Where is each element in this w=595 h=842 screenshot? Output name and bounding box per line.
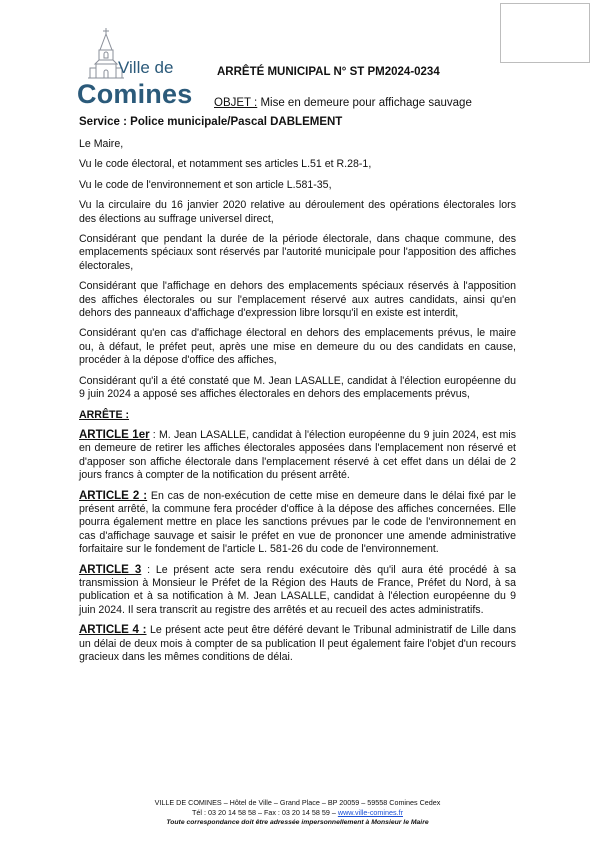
article-4-text: Le présent acte peut être déféré devant le Tribunal administratif de Lille dans un délai de deux mois à compter de sa publication Il peut également faire l'objet d'un recours gracieux dans les mêmes conditions de délai.	[79, 624, 516, 663]
le-maire: Le Maire,	[79, 138, 124, 150]
arrete-reference: ARRÊTÉ MUNICIPAL N° ST PM2024-0234	[217, 66, 440, 78]
footer-website-link[interactable]: www.ville-comines.fr	[337, 808, 403, 817]
footer-contact	[0, 808, 595, 818]
stamp-box	[500, 3, 590, 63]
service-line: Service : Police municipale/Pascal DABLEMENT	[79, 116, 343, 128]
article-3-label: ARTICLE 3	[79, 563, 142, 576]
considerant-4: Considérant qu'il a été constaté que M. Jean LASALLE, candidat à l'élection européenne du 9 juin 2024 a apposé ses affiches électorales en dehors des emplacements prévus,	[79, 374, 516, 401]
considerant-3: Considérant qu'en cas d'affichage électoral en dehors des emplacements prévus, le maire ou, à défaut, le préfet peut, après une mise en demeure du ou des candidats en cause, procéder à la dépose d'office des affiches,	[79, 327, 516, 367]
article-3-text: : Le présent acte sera rendu exécutoire dès qu'il aura été procédé à sa transmission à Monsieur le Préfet de la Région des Hauts de France, Préfet du Nord, à sa publication et à sa notification à M. Jean LASALLE, candidat à l'élection européenne du 9 juin 2024. Il sera transcrit au registre des arrêtés et au recueil des actes administratifs.	[79, 563, 516, 616]
footer-phone-fax: Tél : 03 20 14 58 58 – Fax : 03 20 14 58 59 –	[192, 808, 338, 817]
ville-de-comines-logo	[76, 28, 194, 108]
footer	[0, 798, 595, 828]
article-2-label: ARTICLE 2 :	[79, 489, 148, 502]
vu-code-environnement: Vu le code de l'environnement et son article L.581-35,	[79, 178, 332, 191]
vu-circulaire: Vu la circulaire du 16 janvier 2020 relative au déroulement des opérations électorales lors des élections au suffrage universel direct,	[79, 199, 516, 225]
objet-text: Mise en demeure pour affichage sauvage	[257, 97, 472, 109]
footer-notice: Toute correspondance doit être adressée impersonnellement à Monsieur le Maire	[166, 819, 429, 826]
considerant-2: Considérant que l'affichage en dehors des emplacements spéciaux réservés à l'apposition des affiches électorales ou sur l'emplacement réservé aux autres candidats, ainsi qu'en dehors des panneaux d'affichage d'expression libre lorsqu'il en existe est interdit,	[79, 280, 516, 320]
arrete-heading: ARRÊTE :	[79, 408, 130, 421]
logo-comines-text: Comines	[77, 79, 193, 109]
article-1-text: : M. Jean LASALLE, candidat à l'élection européenne du 9 juin 2024, est mis en demeure de retirer les affiches électorales apposées dans l'emplacement non réservé et d'apposer son affiche électorale dans l'emplacement réservé à cet effet dans un délai de 2 jours francs à compter de la notification du présent arrêté.	[79, 428, 516, 482]
article-2	[79, 490, 516, 557]
article-4	[79, 624, 516, 664]
considerant-1: Considérant que pendant la durée de la période électorale, dans chaque commune, des emplacements spéciaux sont réservés par l'autorité municipale pour l'apposition des affiches électorales,	[79, 233, 516, 272]
footer-address: VILLE DE COMINES – Hôtel de Ville – Grand Place – BP 20059 – 59558 Comines Cedex	[154, 798, 441, 807]
article-4-label: ARTICLE 4 :	[79, 624, 147, 637]
article-2-text: En cas de non-exécution de cette mise en demeure dans le délai fixé par le présent arrêté, la commune fera procéder d'office à la dépose des affiches concernées. Elle pourra également mettre en place les sanctions prévues par le code de l'environnement en cas d'affichage sauvage et saisir le préfet en vue de prononcer une amende administrative forfaitaire sur le fondement de l'article L. 581-26 du code de l'environnement.	[79, 489, 516, 556]
logo-ville-text: Ville de	[118, 58, 174, 77]
objet-label: OBJET :	[214, 97, 258, 109]
article-1-label: ARTICLE 1er	[79, 428, 150, 441]
article-3	[79, 564, 516, 618]
objet-line	[214, 97, 472, 109]
document-body	[79, 138, 516, 671]
article-1	[79, 429, 516, 483]
vu-code-electoral: Vu le code électoral, et notamment ses articles L.51 et R.28-1,	[79, 158, 372, 171]
